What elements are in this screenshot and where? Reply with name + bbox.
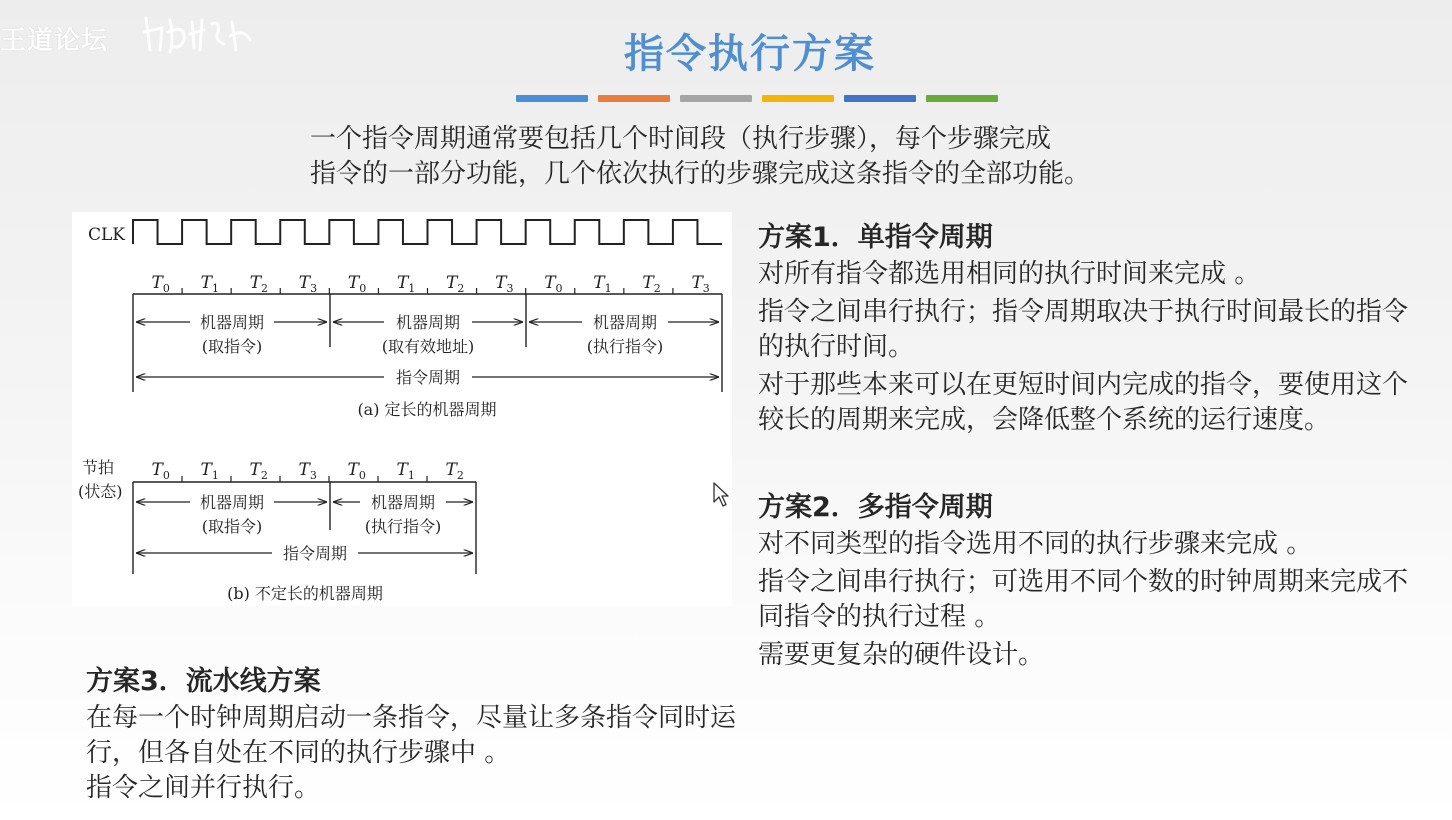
accent-bar-gray	[680, 95, 752, 102]
tick-label-a-3: $T_3$	[298, 273, 318, 295]
scheme-2-para-1: 对不同类型的指令选用不同的执行步骤来完成 。	[758, 529, 1313, 559]
accent-bar-orange	[598, 95, 670, 102]
accent-bar-yellow	[762, 95, 834, 102]
scheme-2-para-3: 需要更复杂的硬件设计。	[758, 640, 1045, 670]
scheme-3-para-2: 指令之间并行执行。	[86, 773, 321, 803]
beat-label: 节拍	[82, 458, 115, 477]
scheme-3-heading: 方案3．流水线方案	[86, 666, 321, 697]
caption-a: (a) 定长的机器周期	[357, 400, 497, 419]
accent-bar-green	[926, 95, 998, 102]
tick-label-a-10: $T_2$	[642, 273, 661, 295]
instr-cycle-a: 指令周期	[395, 368, 461, 387]
accent-bar-navy	[844, 95, 916, 102]
tick-label-b-4: $T_0$	[347, 460, 366, 482]
accent-bar-blue	[516, 95, 588, 102]
scheme-2-heading: 方案2．多指令周期	[758, 492, 993, 523]
tick-label-b-2: $T_2$	[249, 460, 268, 482]
tick-label-a-11: $T_3$	[691, 273, 710, 295]
cycle-a-3-sub: (执行指令)	[586, 337, 664, 356]
tick-label-a-8: $T_0$	[544, 273, 563, 295]
cycle-b-2-name: 机器周期	[370, 493, 436, 512]
tick-label-a-9: $T_1$	[593, 273, 612, 295]
tick-label-a-5: $T_1$	[396, 273, 416, 295]
scheme-1-para-1: 对所有指令都选用相同的执行时间来完成 。	[758, 259, 1261, 289]
intro-text	[310, 122, 1270, 192]
tick-labels-b	[152, 460, 464, 482]
tick-label-b-6: $T_2$	[445, 460, 464, 482]
beat-label-state: (状态)	[78, 482, 123, 501]
scheme-1-para-2: 指令之间串行执行；指令周期取决于执行时间最长的指令的执行时间。	[758, 297, 1409, 362]
scheme-1-block	[758, 220, 1418, 438]
scheme-3-block	[86, 664, 746, 806]
cycle-a-3-name: 机器周期	[592, 313, 658, 332]
cycle-a-1-name: 机器周期	[199, 313, 265, 332]
timing-diagram	[72, 212, 732, 606]
forum-watermark: 王道论坛	[0, 26, 109, 56]
cycle-b-1-name: 机器周期	[199, 493, 265, 512]
tick-label-b-1: $T_1$	[200, 460, 219, 482]
title-accent-bars	[516, 95, 998, 102]
tick-label-a-0: $T_0$	[151, 273, 170, 295]
tick-label-a-6: $T_2$	[446, 273, 465, 295]
scheme-2-para-2: 指令之间串行执行；可选用不同个数的时钟周期来完成不同指令的执行过程 。	[758, 567, 1409, 632]
timing-diagram-svg	[72, 212, 732, 606]
tick-label-b-0: $T_0$	[151, 460, 170, 482]
slide-title: 指令执行方案	[624, 31, 876, 77]
tick-label-b-3: $T_3$	[298, 460, 317, 482]
scheme-3-para-1: 在每一个时钟周期启动一条指令，尽量让多条指令同时运行，但各自处在不同的执行步骤中 。	[86, 703, 737, 768]
tick-labels-a	[152, 273, 710, 295]
scheme-1-para-3: 对于那些本来可以在更短时间内完成的指令，要使用这个较长的周期来完成，会降低整个系统的运行速度。	[758, 370, 1409, 435]
clock-waveform	[133, 220, 722, 244]
scheme-1-heading: 方案1．单指令周期	[758, 222, 993, 253]
intro-line-2: 指令的一部分功能，几个依次执行的步骤完成这条指令的全部功能。	[310, 159, 1091, 189]
tick-label-b-5: $T_1$	[396, 460, 415, 482]
intro-line-1: 一个指令周期通常要包括几个时间段（执行步骤），每个步骤完成	[310, 124, 1052, 154]
cycle-a-2-name: 机器周期	[395, 313, 461, 332]
caption-b: (b) 不定长的机器周期	[227, 584, 383, 603]
cycle-b-1-sub: (取指令)	[201, 517, 263, 536]
instr-cycle-b: 指令周期	[282, 544, 348, 563]
mouse-pointer-icon	[712, 482, 730, 508]
tick-label-a-4: $T_0$	[347, 273, 367, 295]
cycle-b-2-sub: (执行指令)	[364, 517, 442, 536]
tick-label-a-2: $T_2$	[249, 273, 269, 295]
cycle-a-2-sub: (取有效地址)	[381, 337, 475, 356]
clk-label: CLK	[88, 225, 125, 245]
tick-label-a-1: $T_1$	[200, 273, 219, 295]
tick-label-a-7: $T_3$	[495, 273, 514, 295]
scheme-2-block	[758, 490, 1418, 673]
cycle-a-1-sub: (取指令)	[201, 337, 263, 356]
